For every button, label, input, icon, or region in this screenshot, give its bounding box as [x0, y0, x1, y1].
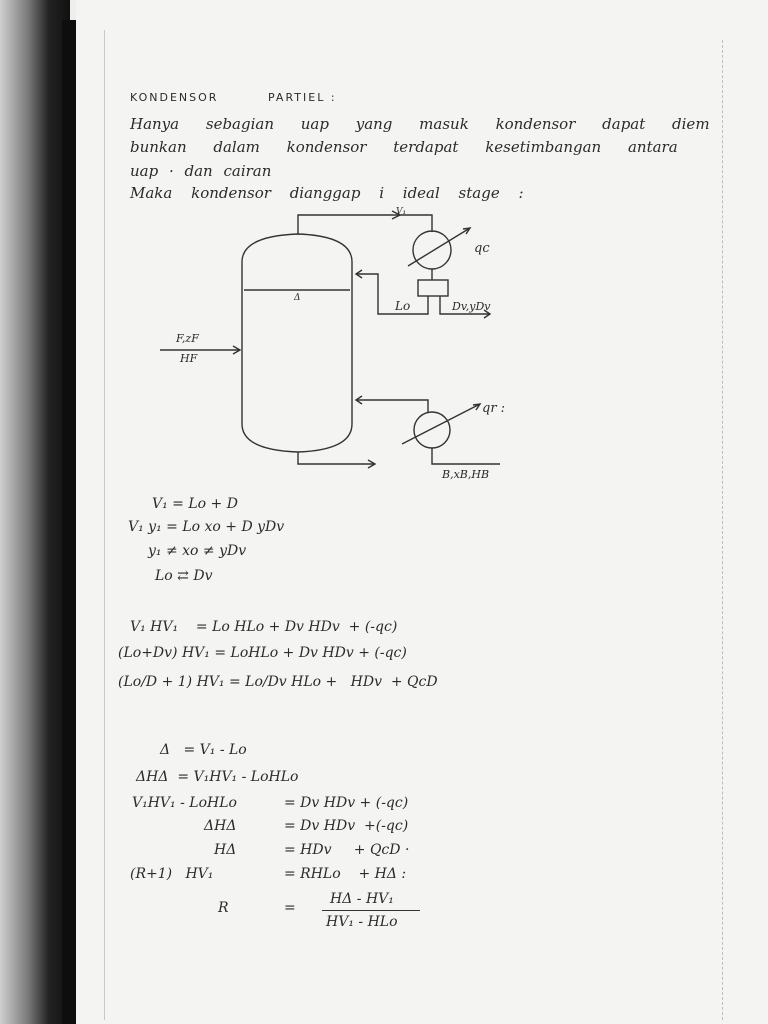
- delta-eq-1: Δ = V₁ - Lo: [160, 742, 247, 758]
- delta-eq-4a: ΔHΔ: [204, 818, 237, 834]
- energy-eq-2: (Lo+Dv) HV₁ = LoHLo + Dv HDv + (-qc): [118, 645, 407, 661]
- r-denominator: HV₁ - HLo: [326, 914, 398, 930]
- condenser: [413, 231, 451, 269]
- energy-eq-1: V₁ HV₁ = Lo HLo + Dv HDv + (-qc): [130, 619, 398, 635]
- label-lo: Lo: [395, 299, 411, 313]
- column-vessel: [242, 234, 352, 452]
- label-v1: V₁: [396, 207, 407, 217]
- heading-word-1: KONDENSOR: [130, 91, 219, 104]
- paragraph-line-2: bunkan dalam kondensor terdapat kesetimbangan antara: [130, 138, 678, 156]
- r-symbol: R: [218, 900, 229, 916]
- delta-eq-6a: (R+1) HV₁: [130, 866, 214, 882]
- delta-eq-2: ΔHΔ = V₁HV₁ - LoHLo: [136, 769, 299, 785]
- label-delta: Δ: [294, 293, 301, 303]
- r-equals: =: [284, 900, 296, 916]
- label-qc: qc: [474, 241, 490, 256]
- paragraph-line-4: Maka kondensor dianggap i ideal stage :: [130, 184, 524, 202]
- mass-eq-3: y₁ ≠ xo ≠ yDv: [148, 543, 247, 559]
- label-dv: Dv,yDv: [452, 300, 491, 313]
- label-hf: HF: [180, 352, 198, 365]
- delta-eq-5b: = HDv + QcD ·: [284, 842, 410, 858]
- reflux-line: [356, 274, 428, 314]
- reflux-drum: [418, 280, 448, 296]
- r-numerator: HΔ - HV₁: [330, 891, 394, 907]
- reboiler-return: [356, 400, 428, 412]
- delta-eq-3a: V₁HV₁ - LoHLo: [132, 795, 237, 811]
- label-feed: F,zF: [176, 332, 199, 345]
- reboiler: [414, 412, 450, 448]
- mass-eq-2: V₁ y₁ = Lo xo + D yDv: [128, 519, 285, 535]
- paragraph-line-3: uap · dan cairan: [130, 162, 272, 180]
- heading-word-2: PARTIEL :: [268, 91, 337, 104]
- delta-eq-3b: = Dv HDv + (-qc): [284, 795, 409, 811]
- delta-eq-6b: = RHLo + HΔ :: [284, 866, 407, 882]
- vapor-line: [298, 215, 432, 234]
- label-qr: qr :: [482, 401, 506, 416]
- delta-eq-4b: = Dv HDv +(-qc): [284, 818, 409, 834]
- mass-eq-1: V₁ = Lo + D: [152, 496, 238, 512]
- mass-eq-4: Lo ⇄ Dv: [155, 568, 213, 584]
- label-bottoms: B,xB,HB: [442, 468, 490, 481]
- delta-eq-5a: HΔ: [214, 842, 237, 858]
- fraction-bar: [322, 910, 420, 911]
- energy-eq-3: (Lo/D + 1) HV₁ = Lo/Dv HLo + HDv + QcD: [118, 674, 438, 690]
- bottoms-line: [298, 452, 375, 464]
- paragraph-line-1: Hanya sebagian uap yang masuk kondensor dapat diem: [130, 115, 710, 133]
